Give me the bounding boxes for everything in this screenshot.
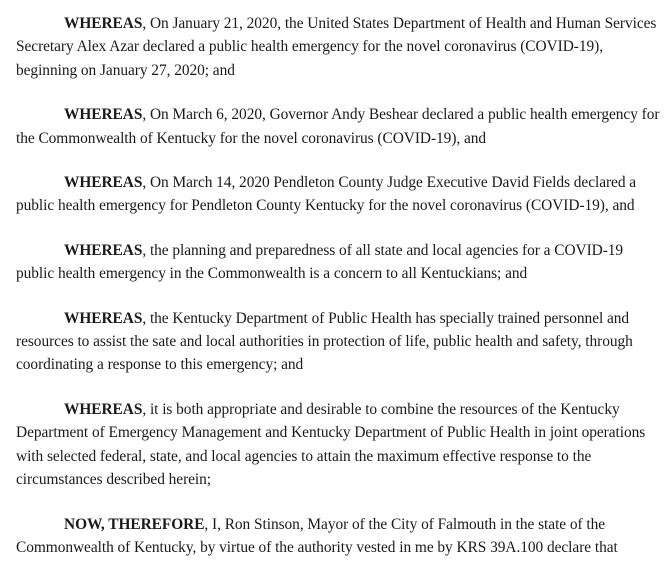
paragraph-keyword: WHEREAS: [64, 241, 143, 259]
paragraph-keyword: WHEREAS: [64, 174, 143, 192]
whereas-paragraph-preparedness: [16, 239, 664, 286]
paragraph-keyword: NOW, THEREFORE: [64, 515, 205, 533]
paragraph-text: , I, Ron Stinson, Mayor of the City of Falmouth in the state of the Commonwealth of Kentucky, by virtue of the authority vested in me by KRS 39A.100 declare that: [16, 515, 618, 556]
paragraph-keyword: WHEREAS: [64, 309, 143, 327]
document-page: [16, 12, 664, 559]
paragraph-text: , the Kentucky Department of Public Health has specially trained personnel and resources to assist the sate and local authorities in protection of life, public health and safety, through coordinating a response to this emergency; and: [16, 309, 633, 374]
now-therefore-paragraph: [16, 513, 664, 560]
whereas-paragraph-resources: [16, 398, 664, 492]
paragraph-text: , On January 21, 2020, the United States Department of Health and Human Services Secretary Alex Azar declared a public health emergency for the novel coronavirus (COVID-19), beginning on January 27, 2020; and: [16, 15, 657, 79]
paragraph-text: , On March 6, 2020, Governor Andy Beshear declared a public health emergency for the Commonwealth of Kentucky for the novel coronavirus (COVID-19), and: [16, 106, 660, 147]
whereas-paragraph-county: [16, 171, 664, 218]
whereas-paragraph-federal: [16, 12, 664, 82]
paragraph-keyword: WHEREAS: [64, 400, 143, 418]
whereas-paragraph-public-health: [16, 307, 664, 377]
paragraph-keyword: WHEREAS: [64, 15, 143, 32]
whereas-paragraph-governor: [16, 103, 664, 150]
paragraph-text: , it is both appropriate and desirable to combine the resources of the Kentucky Department of Emergency Management and Kentucky Department of Public Health in joint operations with selected federal, state, and local agencies to attain the maximum effective response to the circumstances described herein;: [16, 400, 646, 489]
paragraph-keyword: WHEREAS: [64, 106, 143, 124]
paragraph-text: , the planning and preparedness of all state and local agencies for a COVID-19 public health emergency in the Commonwealth is a concern to all Kentuckians; and: [16, 241, 624, 283]
paragraph-text: , On March 14, 2020 Pendleton County Judge Executive David Fields declared a public health emergency for Pendleton County Kentucky for the novel coronavirus (COVID-19), and: [16, 174, 637, 215]
